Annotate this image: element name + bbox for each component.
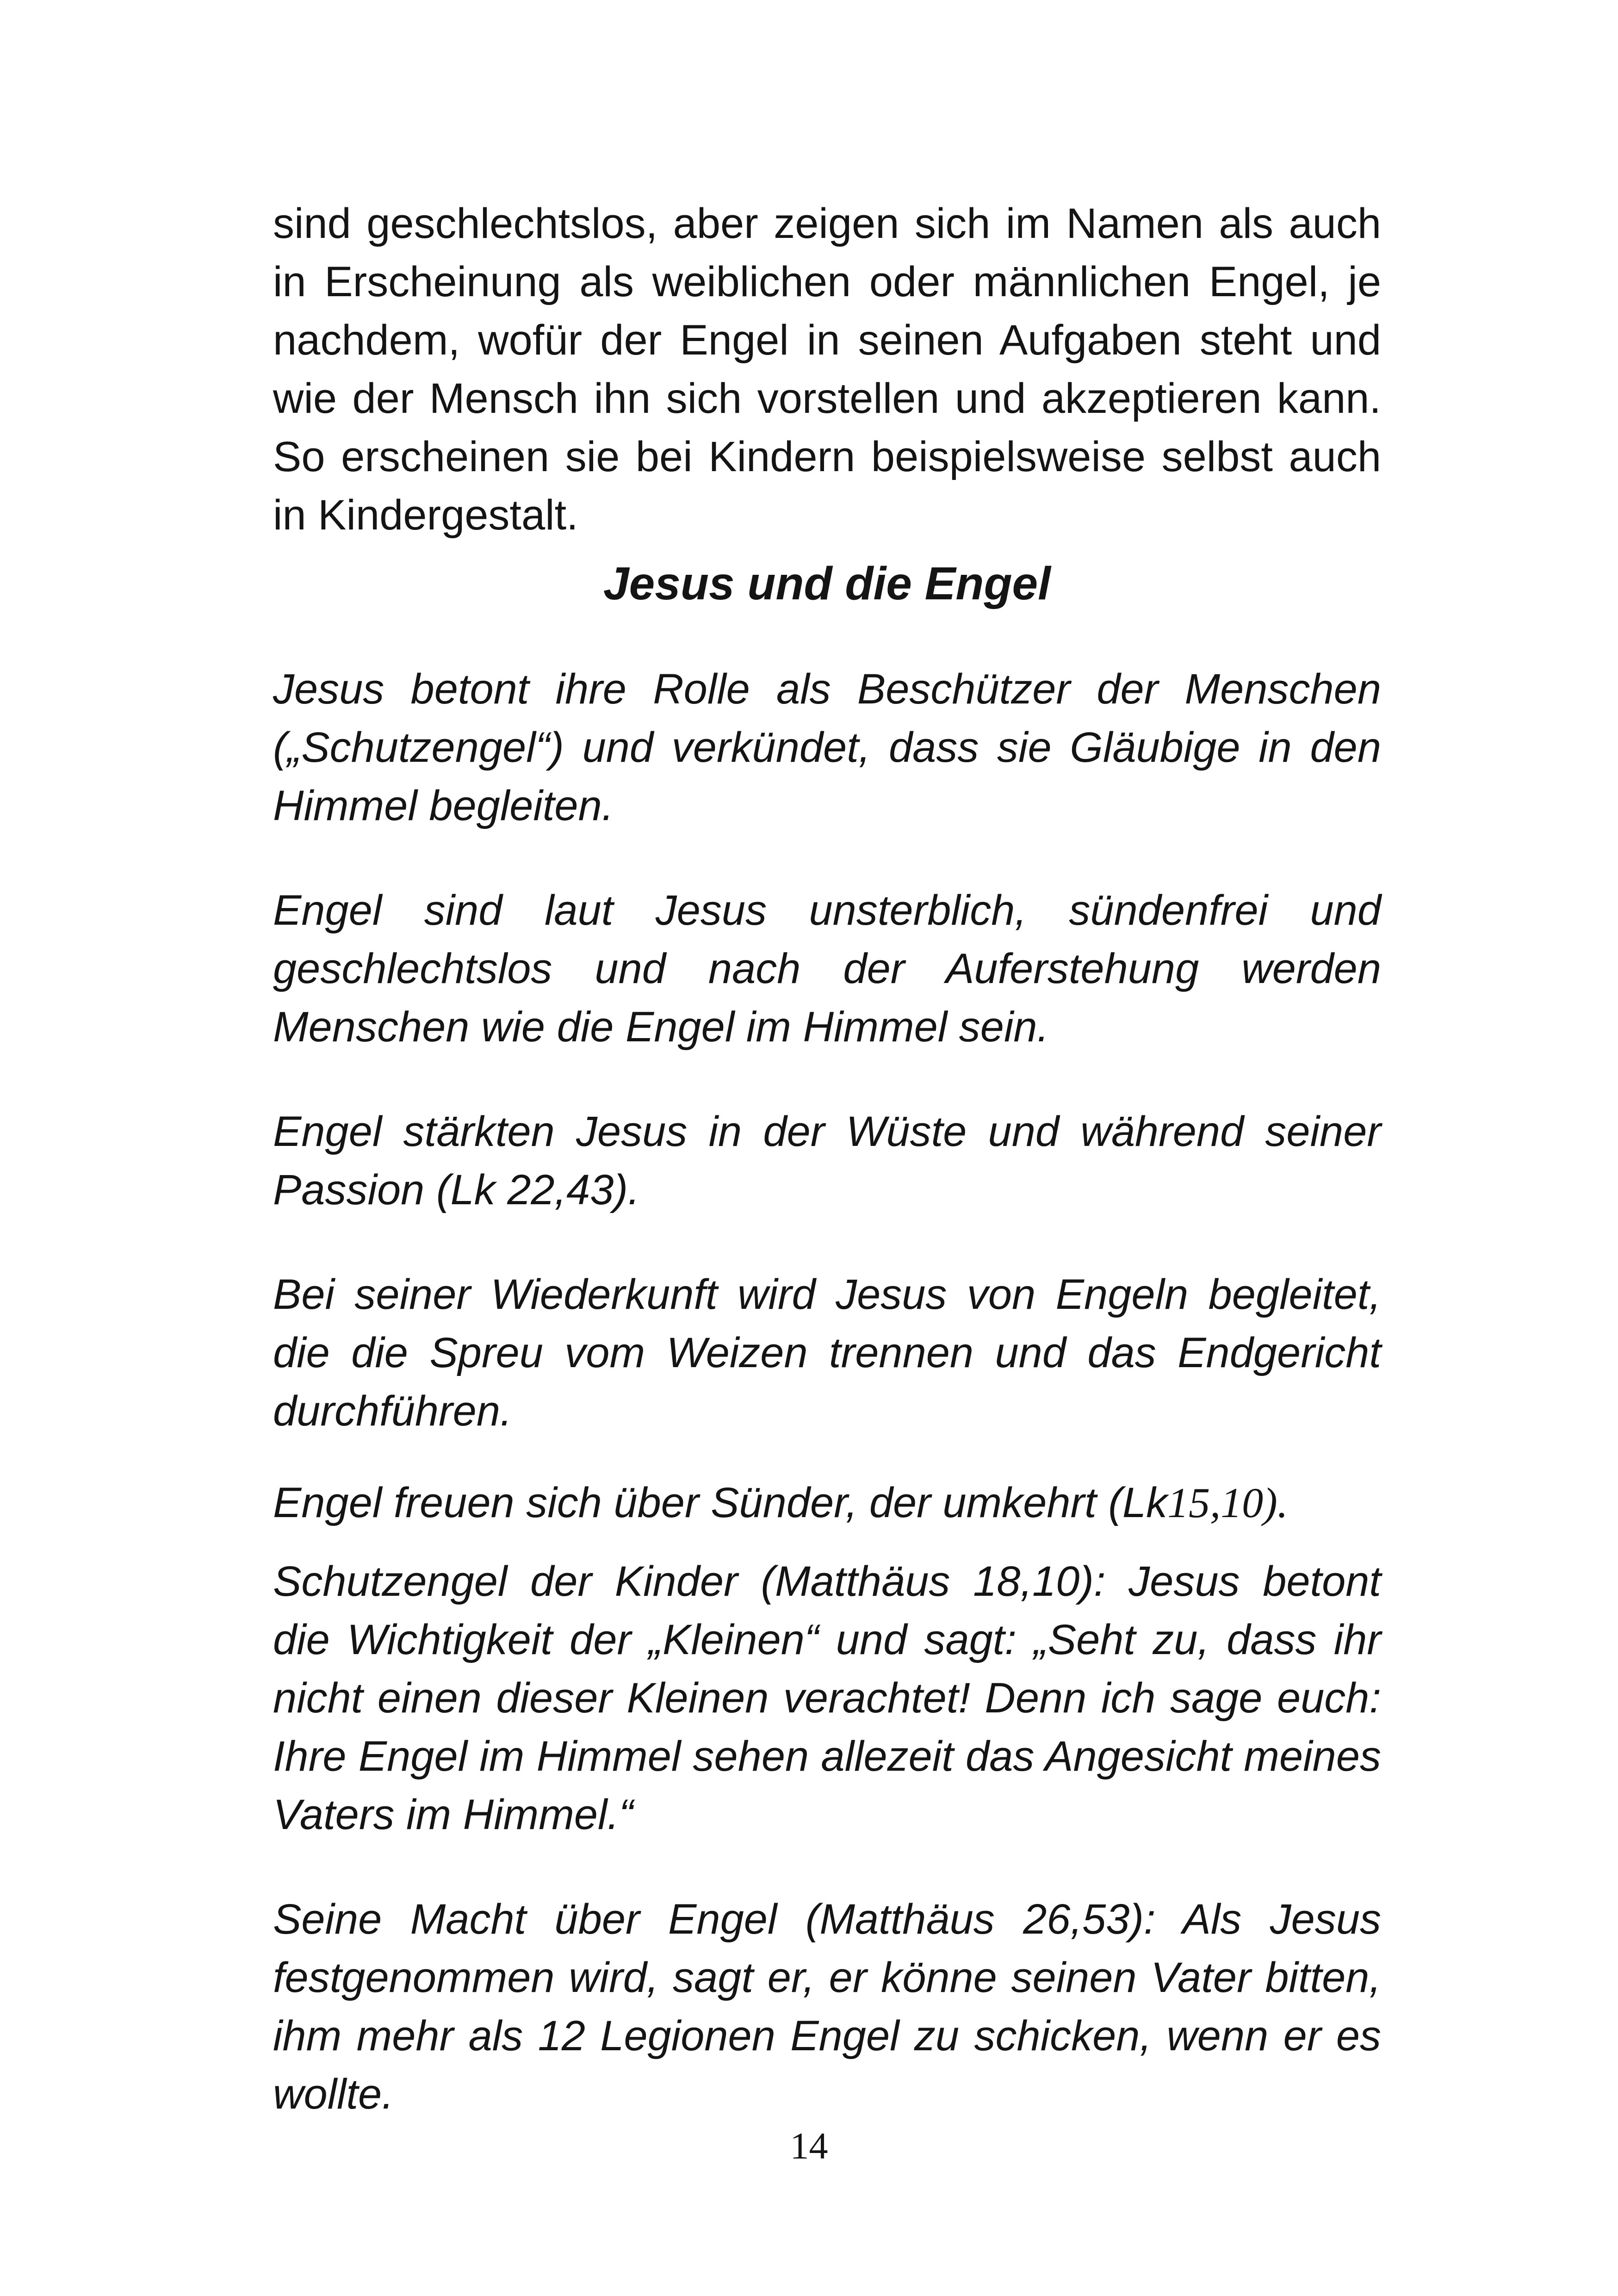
paragraph-second-coming: Bei seiner Wiederkunft wird Jesus von Engeln begleitet, die die Spreu vom Weizen trennen und das Endgericht durchführen. — [273, 1271, 1381, 1435]
page-number: 14 — [790, 2125, 828, 2167]
section-heading: Jesus und die Engel — [603, 558, 1051, 610]
paragraph-immortal: Engel sind laut Jesus unsterblich, sündenfrei und geschlechtslos und nach der Auferstehung werden Menschen wie die Engel im Himmel sein. — [273, 887, 1381, 1051]
paragraph-passion: Engel stärkten Jesus in der Wüste und während seiner Passion (Lk 22,43). — [273, 1108, 1381, 1213]
sinner-reference: 15,10). — [1167, 1479, 1288, 1526]
intro-paragraph: sind geschlechtslos, aber zeigen sich im Namen als auch in Erscheinung als weiblichen oder männlichen Engel, je nachdem, wofür der Engel in seinen Aufgaben steht und wie der Mensch ihn sich vorstellen und akzeptieren kann. So erscheinen sie bei Kindern beispielsweise selbst auch in Kindergestalt. — [273, 200, 1381, 539]
paragraph-matthew-18: Schutzengel der Kinder (Matthäus 18,10): Jesus betont die Wichtigkeit der „Kleinen“ und sagt: „Seht zu, dass ihr nicht einen dieser Kleinen verachtet! Denn ich sage euch: Ihre Engel im Himmel sehen allezeit das Angesicht meines Vaters im Himmel.“ — [273, 1558, 1381, 1838]
paragraph-matthew-26: Seine Macht über Engel (Matthäus 26,53): Als Jesus festgenommen wird, sagt er, er könne seinen Vater bitten, ihm mehr als 12 Legionen Engel zu schicken, wenn er es wollte. — [273, 1896, 1381, 2118]
paragraph-protector: Jesus betont ihre Rolle als Beschützer der Menschen („Schutzengel“) und verkündet, dass sie Gläubige in den Himmel begleiten. — [273, 666, 1381, 829]
paragraph-sinner — [273, 1474, 1381, 1532]
sinner-text: Engel freuen sich über Sünder, der umkehrt (Lk — [273, 1479, 1168, 1526]
page-body — [273, 194, 1381, 2123]
